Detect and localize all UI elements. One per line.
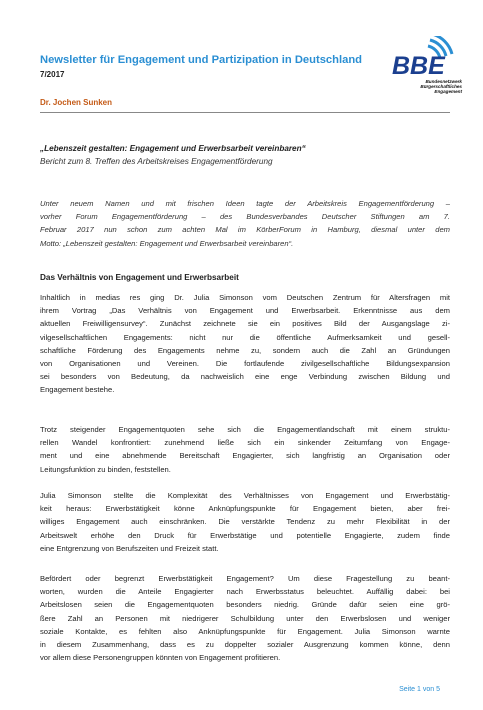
paragraph-line: aktuellen Freiwilligensurvey“. Zunächst zeichnete sie ein positives Bild der Ausgangslage zi- (40, 319, 450, 329)
paragraph-line: Engagement bestehe. (40, 385, 115, 395)
paragraph-line: rellen Wandel konfrontiert: zunehmend ließe sich ein sinkender Zeitumfang von Engage- (40, 438, 450, 448)
logo-sub-line: Bürgerschaftliches (420, 84, 462, 89)
paragraph-line: von Organisationen und Vereinen. Die fortlaufende zivilgesellschaftliche Bildungsexpansion (40, 359, 450, 369)
article-subtitle: Bericht zum 8. Treffen des Arbeitskreises Engagementförderung (40, 157, 273, 166)
article-title: „Lebenszeit gestalten: Engagement und Erwerbsarbeit vereinbaren“ (40, 144, 306, 153)
intro-line: Motto: „Lebenszeit gestalten: Engagement und Erwerbsarbeit vereinbaren“. (40, 238, 294, 248)
author-name: Dr. Jochen Sunken (40, 98, 113, 107)
body-paragraph (40, 423, 450, 476)
paragraph-line: soziale Kontakte, es fehlten also Anknüpfungspunkte für Engagement. Julia Simonson warnte (40, 626, 450, 636)
paragraph-line: Befördert oder begrenzt Erwerbstätigkeit Engagement? Um diese Fragestellung zu beant- (40, 574, 450, 583)
paragraph-line: sei besonders von Bedeutung, da nachweislich eine enge Verbindung zwischen Bildung und (40, 372, 450, 382)
paragraph-line: Arbeitslosen seien die Engagementquoten besonders niedrig. Gründe dafür seien eine grö- (40, 600, 450, 610)
paragraph-line: vor allem diese Personengruppen könnten von Engagement profitieren. (40, 653, 281, 663)
body-paragraph (40, 489, 450, 555)
paragraph-line: ßere Zahl an Personen mit niedrigerer Schulbildung unter den Erwerbslosen und weniger (40, 613, 450, 623)
logo-sub-line: Engagement (434, 89, 462, 94)
paragraph-line: vilgesellschaftlichen Engagements: nicht nur die öffentliche Aufmerksamkeit und gesell- (40, 332, 450, 342)
newsletter-title: Newsletter für Engagement und Partizipation in Deutschland (40, 54, 362, 66)
paragraph-line: Julia Simonson stellte die Komplexität des Verhältnisses von Engagement und Erwerbstätig- (40, 491, 450, 500)
paragraph-line: ment und eine abnehmende Bereitschaft Engagierter, sich langfristig an Organisation oder (40, 451, 450, 461)
intro-paragraph (40, 197, 450, 250)
paragraph-line: Leitungsfunktion zu binden, feststellen. (40, 464, 171, 474)
intro-line: Unter neuem Namen und mit frischen Ideen tagte der Arbeitskreis Engagementförderung – (40, 199, 450, 208)
paragraph-line: in diesem Zusammenhang, dass es zu doppelter sozialer Ausgrenzung kommen könne, denn (40, 640, 450, 650)
paragraph-line: Arbeitswelt erhöhe den Druck für Erwerbstätige und potentielle Engagierte, zudem finde (40, 530, 450, 540)
intro-line: vorher Forum Engagementförderung – des Bundesverbandes Deutscher Stiftungen am 7. (40, 212, 450, 222)
paragraph-line: schaftliche Förderung des Engagements nehme zu, sondern auch die Zahl an Gründungen (40, 345, 450, 355)
paragraph-line: eine Entgrenzung von Berufszeiten und Freizeit statt. (40, 543, 219, 553)
page-number: Seite 1 von 5 (399, 686, 440, 693)
paragraph-line: ihrem Vortrag „Das Verhältnis von Engagement und Erwerbsarbeit. Erkenntnisse aus dem (40, 306, 450, 316)
logo-letters: BBE (392, 52, 445, 80)
paragraph-line: Inhaltlich in medias res ging Dr. Julia Simonson vom Deutschen Zentrum für Altersfragen mit (40, 293, 450, 302)
intro-line: Februar 2017 nun schon zum achten Mal im KörberForum in Hamburg, diesmal unter dem (40, 225, 450, 235)
paragraph-line: keit heraus: Erwerbstätigkeit könne Anknüpfungspunkte für Engagement bieten, aber frei- (40, 504, 450, 514)
header-divider (40, 112, 450, 113)
body-paragraph (40, 572, 450, 664)
paragraph-line: Trotz steigender Engagementquoten sehe sich die Engagementlandschaft mit einem struktu- (40, 425, 450, 434)
body-paragraph (40, 291, 450, 397)
issue-number: 7/2017 (40, 70, 65, 79)
paragraph-line: williges Engagement auch einschränken. Die verstärkte Tendenz zu mehr Flexibilität in der (40, 517, 450, 527)
paragraph-line: worten, wurden die Anteile Engagierter nach Erwerbsstatus beleuchtet. Auffällig dabei: bei (40, 587, 450, 597)
logo-sub-line: Bundesnetzwerk (425, 79, 462, 84)
section-heading: Das Verhältnis von Engagement und Erwerbsarbeit (40, 273, 239, 282)
logo-subtitle (392, 79, 462, 94)
